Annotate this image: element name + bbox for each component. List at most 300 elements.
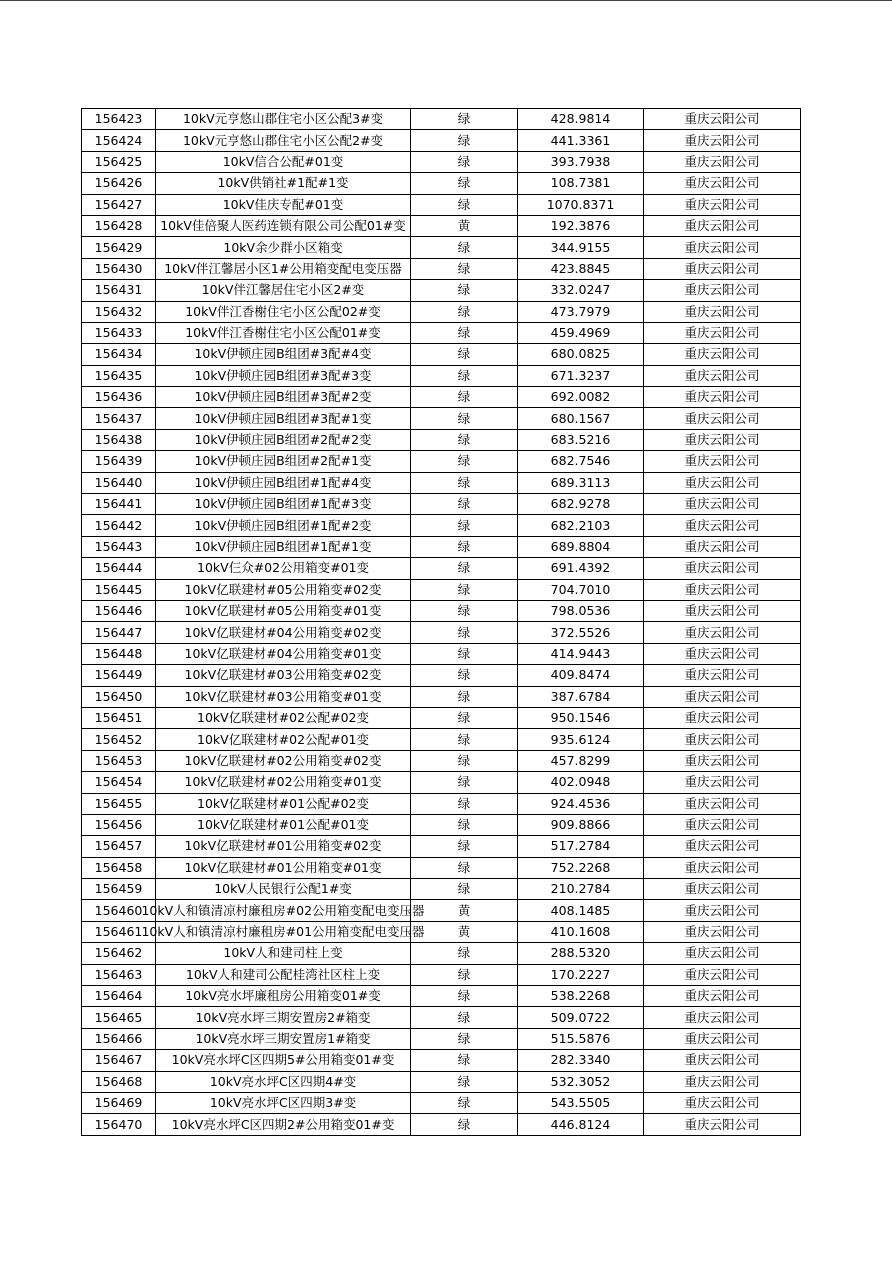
- company-cell: [644, 814, 801, 835]
- id-cell-text: 156423: [94, 111, 143, 127]
- company-cell-text: 重庆云阳公司: [684, 581, 760, 597]
- company-cell-text: 重庆云阳公司: [684, 346, 760, 362]
- value-cell: [518, 109, 644, 130]
- value-cell-text: 393.7938: [550, 153, 611, 169]
- id-cell: [82, 729, 156, 750]
- table-row: [82, 665, 801, 686]
- value-cell: [518, 344, 644, 365]
- name-cell: [156, 943, 411, 964]
- company-cell: [644, 130, 801, 151]
- value-cell-text: 752.2268: [550, 859, 611, 875]
- value-cell: [518, 258, 644, 279]
- company-cell-text: 重庆云阳公司: [684, 153, 760, 169]
- table-row: [82, 1050, 801, 1071]
- id-cell: [82, 879, 156, 900]
- status-cell: [411, 280, 518, 301]
- value-cell: [518, 408, 644, 429]
- table-body: [82, 109, 801, 1136]
- name-cell-text: 10kV佳倍聚人医药连锁有限公司公配01#变: [160, 218, 406, 234]
- value-cell-text: 691.4392: [550, 560, 611, 576]
- value-cell-text: 543.5505: [550, 1095, 611, 1111]
- value-cell: [518, 387, 644, 408]
- value-cell: [518, 900, 644, 921]
- id-cell: [82, 750, 156, 771]
- table-row: [82, 515, 801, 536]
- id-cell-text: 156445: [94, 581, 143, 597]
- table-row: [82, 301, 801, 322]
- table-row: [82, 1114, 801, 1135]
- value-cell: [518, 879, 644, 900]
- id-cell: [82, 237, 156, 258]
- name-cell: [156, 964, 411, 985]
- status-cell: [411, 750, 518, 771]
- status-cell-text: 绿: [457, 303, 471, 319]
- id-cell-text: 156446: [94, 603, 143, 619]
- name-cell-text: 10kV伊顿庄园B组团#3配#4变: [194, 346, 372, 362]
- value-cell-text: 414.9443: [550, 645, 611, 661]
- status-cell-text: 绿: [457, 581, 471, 597]
- status-cell-text: 绿: [457, 1030, 471, 1046]
- status-cell: [411, 322, 518, 343]
- value-cell: [518, 322, 644, 343]
- table-row: [82, 109, 801, 130]
- company-cell-text: 重庆云阳公司: [684, 432, 760, 448]
- id-cell-text: 156444: [94, 560, 143, 576]
- company-cell-text: 重庆云阳公司: [684, 496, 760, 512]
- name-cell: [156, 729, 411, 750]
- table-row: [82, 1092, 801, 1113]
- company-cell: [644, 772, 801, 793]
- company-cell: [644, 686, 801, 707]
- name-cell-text: 10kV亿联建材#02公配#02变: [197, 710, 369, 726]
- name-cell: [156, 322, 411, 343]
- id-cell: [82, 280, 156, 301]
- id-cell: [82, 1092, 156, 1113]
- status-cell-text: 绿: [457, 624, 471, 640]
- status-cell: [411, 151, 518, 172]
- name-cell-text: 10kV亮水坪C区四期5#公用箱变01#变: [171, 1052, 395, 1068]
- company-cell-text: 重庆云阳公司: [684, 389, 760, 405]
- value-cell: [518, 301, 644, 322]
- value-cell-text: 402.0948: [550, 774, 611, 790]
- id-cell: [82, 857, 156, 878]
- company-cell-text: 重庆云阳公司: [684, 474, 760, 490]
- value-cell: [518, 280, 644, 301]
- id-cell-text: 156468: [94, 1073, 143, 1089]
- name-cell-text: 10kV仨众#02公用箱变#01变: [197, 560, 369, 576]
- status-cell-text: 绿: [457, 667, 471, 683]
- status-cell-text: 绿: [457, 774, 471, 790]
- status-cell-text: 绿: [457, 881, 471, 897]
- name-cell-text: 10kV伊顿庄园B组团#1配#1变: [194, 539, 372, 554]
- name-cell: [156, 1114, 411, 1135]
- id-cell-text: 156462: [94, 945, 143, 961]
- status-cell-text: 绿: [457, 196, 471, 212]
- company-cell-text: 重庆云阳公司: [684, 710, 760, 726]
- status-cell: [411, 173, 518, 194]
- id-cell-text: 156470: [94, 1116, 143, 1132]
- value-cell-text: 332.0247: [550, 282, 611, 298]
- id-cell: [82, 707, 156, 728]
- name-cell: [156, 258, 411, 279]
- company-cell: [644, 451, 801, 472]
- company-cell: [644, 707, 801, 728]
- id-cell: [82, 194, 156, 215]
- value-cell: [518, 173, 644, 194]
- table-row: [82, 964, 801, 985]
- status-cell: [411, 964, 518, 985]
- company-cell-text: 重庆云阳公司: [684, 924, 760, 940]
- transformer-table: [81, 108, 801, 1136]
- value-cell-text: 428.9814: [550, 111, 611, 127]
- id-cell-text: 156448: [94, 645, 143, 661]
- name-cell: [156, 1071, 411, 1092]
- value-cell: [518, 429, 644, 450]
- status-cell: [411, 1114, 518, 1135]
- company-cell-text: 重庆云阳公司: [684, 988, 760, 1004]
- table-row: [82, 558, 801, 579]
- name-cell-text: 10kV余少群小区箱变: [223, 239, 343, 255]
- value-cell: [518, 1050, 644, 1071]
- id-cell: [82, 344, 156, 365]
- name-cell-text: 10kV亿联建材#01公配#02变: [197, 795, 369, 811]
- name-cell-text: 10kV伊顿庄园B组团#3配#1变: [194, 410, 372, 426]
- id-cell-text: 156469: [94, 1095, 143, 1111]
- company-cell: [644, 750, 801, 771]
- value-cell: [518, 1071, 644, 1092]
- status-cell-text: 绿: [457, 282, 471, 298]
- company-cell: [644, 943, 801, 964]
- company-cell-text: 重庆云阳公司: [684, 132, 760, 148]
- company-cell: [644, 921, 801, 942]
- id-cell: [82, 665, 156, 686]
- value-cell-text: 683.5216: [550, 432, 611, 448]
- table-row: [82, 344, 801, 365]
- company-cell-text: 重庆云阳公司: [684, 817, 760, 833]
- value-cell: [518, 1092, 644, 1113]
- id-cell: [82, 387, 156, 408]
- status-cell: [411, 943, 518, 964]
- id-cell-text: 156453: [94, 752, 143, 768]
- status-cell-text: 绿: [457, 175, 471, 191]
- status-cell: [411, 600, 518, 621]
- id-cell: [82, 515, 156, 536]
- status-cell-text: 绿: [457, 1116, 471, 1132]
- table-row: [82, 729, 801, 750]
- name-cell-text: 10kV人民银行公配1#变: [214, 881, 352, 897]
- id-cell: [82, 1028, 156, 1049]
- company-cell-text: 重庆云阳公司: [684, 774, 760, 790]
- id-cell-text: 156467: [94, 1052, 143, 1068]
- name-cell: [156, 173, 411, 194]
- status-cell: [411, 301, 518, 322]
- value-cell-text: 410.1608: [550, 924, 611, 940]
- value-cell: [518, 943, 644, 964]
- company-cell: [644, 280, 801, 301]
- company-cell-text: 重庆云阳公司: [684, 688, 760, 704]
- name-cell-text: 10kV伊顿庄园B组团#1配#3变: [194, 496, 372, 512]
- company-cell-text: 重庆云阳公司: [684, 111, 760, 127]
- id-cell: [82, 558, 156, 579]
- company-cell-text: 重庆云阳公司: [684, 303, 760, 319]
- name-cell: [156, 215, 411, 236]
- id-cell-text: 156451: [94, 710, 143, 726]
- name-cell-text: 10kV亮水坪廉租房公用箱变01#变: [185, 988, 381, 1004]
- value-cell-text: 387.6784: [550, 688, 611, 704]
- value-cell-text: 170.2227: [550, 966, 611, 982]
- value-cell-text: 210.2784: [550, 881, 611, 897]
- status-cell-text: 绿: [457, 966, 471, 982]
- company-cell-text: 重庆云阳公司: [684, 453, 760, 469]
- company-cell: [644, 857, 801, 878]
- value-cell-text: 950.1546: [550, 710, 611, 726]
- id-cell: [82, 322, 156, 343]
- company-cell: [644, 194, 801, 215]
- table-row: [82, 173, 801, 194]
- value-cell-text: 459.4969: [550, 325, 611, 341]
- table-row: [82, 1071, 801, 1092]
- company-cell: [644, 643, 801, 664]
- name-cell-text: 10kV伊顿庄园B组团#2配#1变: [194, 453, 372, 469]
- name-cell: [156, 494, 411, 515]
- status-cell: [411, 1071, 518, 1092]
- value-cell: [518, 986, 644, 1007]
- status-cell: [411, 344, 518, 365]
- company-cell: [644, 558, 801, 579]
- id-cell: [82, 1007, 156, 1028]
- value-cell-text: 282.3340: [550, 1052, 611, 1068]
- status-cell-text: 绿: [457, 389, 471, 405]
- id-cell: [82, 600, 156, 621]
- value-cell-text: 288.5320: [550, 945, 611, 961]
- id-cell-text: 156436: [94, 389, 143, 405]
- name-cell: [156, 836, 411, 857]
- company-cell: [644, 151, 801, 172]
- status-cell: [411, 494, 518, 515]
- table-row: [82, 365, 801, 386]
- name-cell-text: 10kV伊顿庄园B组团#1配#4变: [194, 474, 372, 490]
- status-cell-text: 绿: [457, 367, 471, 383]
- table-row: [82, 280, 801, 301]
- id-cell-text: 156455: [94, 795, 143, 811]
- status-cell-text: 绿: [457, 1095, 471, 1111]
- company-cell: [644, 986, 801, 1007]
- status-cell: [411, 793, 518, 814]
- company-cell-text: 重庆云阳公司: [684, 603, 760, 619]
- value-cell: [518, 1007, 644, 1028]
- name-cell: [156, 1050, 411, 1071]
- name-cell: [156, 665, 411, 686]
- value-cell: [518, 130, 644, 151]
- value-cell-text: 517.2784: [550, 838, 611, 854]
- name-cell-text: 10kV亿联建材#01公用箱变#01变: [184, 859, 382, 875]
- status-cell: [411, 900, 518, 921]
- id-cell-text: 156447: [94, 624, 143, 640]
- value-cell: [518, 151, 644, 172]
- id-cell-text: 156457: [94, 838, 143, 854]
- company-cell-text: 重庆云阳公司: [684, 1052, 760, 1068]
- id-cell: [82, 536, 156, 557]
- status-cell: [411, 622, 518, 643]
- status-cell: [411, 579, 518, 600]
- status-cell-text: 绿: [457, 817, 471, 833]
- id-cell: [82, 686, 156, 707]
- value-cell: [518, 665, 644, 686]
- name-cell: [156, 600, 411, 621]
- status-cell-text: 绿: [457, 988, 471, 1004]
- id-cell: [82, 365, 156, 386]
- company-cell: [644, 322, 801, 343]
- status-cell: [411, 515, 518, 536]
- name-cell: [156, 109, 411, 130]
- name-cell: [156, 344, 411, 365]
- id-cell: [82, 579, 156, 600]
- name-cell: [156, 130, 411, 151]
- id-cell: [82, 301, 156, 322]
- value-cell: [518, 365, 644, 386]
- name-cell-text: 10kV伊顿庄园B组团#3配#2变: [194, 389, 372, 405]
- name-cell: [156, 280, 411, 301]
- status-cell: [411, 258, 518, 279]
- name-cell-text: 10kV伊顿庄园B组团#2配#2变: [194, 432, 372, 448]
- status-cell-text: 黄: [457, 218, 471, 234]
- id-cell: [82, 1114, 156, 1135]
- company-cell-text: 重庆云阳公司: [684, 239, 760, 255]
- table-row: [82, 900, 801, 921]
- id-cell-text: 156459: [94, 881, 143, 897]
- table-row: [82, 387, 801, 408]
- name-cell: [156, 707, 411, 728]
- id-cell-text: 156450: [94, 688, 143, 704]
- name-cell: [156, 772, 411, 793]
- status-cell-text: 绿: [457, 945, 471, 961]
- company-cell: [644, 1071, 801, 1092]
- value-cell-text: 532.3052: [550, 1073, 611, 1089]
- name-cell: [156, 515, 411, 536]
- id-cell-text: 156435: [94, 367, 143, 383]
- table-row: [82, 643, 801, 664]
- status-cell: [411, 643, 518, 664]
- id-cell-text: 156431: [94, 282, 143, 298]
- name-cell-text: 10kV元亨悠山郡住宅小区公配3#变: [182, 111, 384, 127]
- name-cell-text: 10kV亮水坪C区四期4#变: [209, 1073, 357, 1089]
- id-cell-text: 156465: [94, 1009, 143, 1025]
- name-cell: [141, 921, 425, 942]
- status-cell: [411, 686, 518, 707]
- id-cell: [82, 1071, 156, 1092]
- company-cell: [644, 494, 801, 515]
- name-cell: [156, 986, 411, 1007]
- id-cell-text: 156454: [94, 774, 143, 790]
- status-cell-text: 绿: [457, 859, 471, 875]
- value-cell-text: 682.2103: [550, 517, 611, 533]
- table-row: [82, 622, 801, 643]
- status-cell: [411, 408, 518, 429]
- value-cell: [518, 579, 644, 600]
- status-cell-text: 黄: [457, 924, 471, 940]
- value-cell-text: 682.9278: [550, 496, 611, 512]
- table-row: [82, 451, 801, 472]
- company-cell-text: 重庆云阳公司: [684, 752, 760, 768]
- name-cell: [156, 1092, 411, 1113]
- id-cell-text: 156466: [94, 1030, 143, 1046]
- status-cell: [411, 986, 518, 1007]
- status-cell-text: 绿: [457, 346, 471, 362]
- company-cell: [644, 344, 801, 365]
- id-cell: [82, 258, 156, 279]
- name-cell-text: 10kV伴江馨居小区1#公用箱变配电变压器: [164, 260, 402, 276]
- name-cell-text: 10kV亿联建材#03公用箱变#01变: [184, 688, 382, 704]
- value-cell: [518, 643, 644, 664]
- name-cell-text: 10kV亿联建材#02公用箱变#02变: [184, 752, 382, 768]
- company-cell-text: 重庆云阳公司: [684, 1030, 760, 1046]
- table-row: [82, 429, 801, 450]
- table-row: [82, 536, 801, 557]
- status-cell: [411, 472, 518, 493]
- name-cell-text: 10kV亿联建材#05公用箱变#02变: [184, 581, 382, 597]
- value-cell: [518, 558, 644, 579]
- id-cell-text: 156424: [94, 132, 143, 148]
- id-cell: [82, 109, 156, 130]
- company-cell-text: 重庆云阳公司: [684, 902, 760, 918]
- id-cell-text: 156461: [94, 924, 143, 940]
- table-row: [82, 986, 801, 1007]
- company-cell: [644, 900, 801, 921]
- value-cell: [518, 814, 644, 835]
- status-cell-text: 绿: [457, 260, 471, 276]
- status-cell: [411, 429, 518, 450]
- table-row: [82, 921, 801, 942]
- value-cell-text: 509.0722: [550, 1009, 611, 1025]
- id-cell: [82, 429, 156, 450]
- id-cell-text: 156443: [94, 539, 143, 554]
- value-cell-text: 692.0082: [550, 389, 611, 405]
- value-cell-text: 689.8804: [550, 539, 611, 554]
- name-cell: [156, 472, 411, 493]
- company-cell-text: 重庆云阳公司: [684, 667, 760, 683]
- company-cell: [644, 1092, 801, 1113]
- value-cell-text: 680.0825: [550, 346, 611, 362]
- name-cell-text: 10kV供销社#1配#1变: [217, 175, 349, 191]
- company-cell: [644, 515, 801, 536]
- name-cell-text: 10kV亮水坪三期安置房2#箱变: [195, 1009, 371, 1025]
- id-cell: [82, 151, 156, 172]
- company-cell: [644, 729, 801, 750]
- status-cell-text: 绿: [457, 603, 471, 619]
- table-row: [82, 494, 801, 515]
- company-cell-text: 重庆云阳公司: [684, 838, 760, 854]
- status-cell: [411, 536, 518, 557]
- id-cell-text: 156433: [94, 325, 143, 341]
- value-cell-text: 1070.8371: [546, 196, 615, 212]
- company-cell-text: 重庆云阳公司: [684, 218, 760, 234]
- id-cell-text: 156427: [94, 196, 143, 212]
- id-cell: [82, 772, 156, 793]
- name-cell: [156, 237, 411, 258]
- value-cell: [518, 494, 644, 515]
- status-cell-text: 绿: [457, 731, 471, 747]
- id-cell: [82, 451, 156, 472]
- name-cell: [156, 579, 411, 600]
- company-cell-text: 重庆云阳公司: [684, 966, 760, 982]
- id-cell-text: 156442: [94, 517, 143, 533]
- value-cell-text: 441.3361: [550, 132, 611, 148]
- id-cell: [82, 494, 156, 515]
- table-row: [82, 857, 801, 878]
- name-cell-text: 10kV亿联建材#02公配#01变: [197, 731, 369, 747]
- value-cell-text: 909.8866: [550, 817, 611, 833]
- company-cell: [644, 387, 801, 408]
